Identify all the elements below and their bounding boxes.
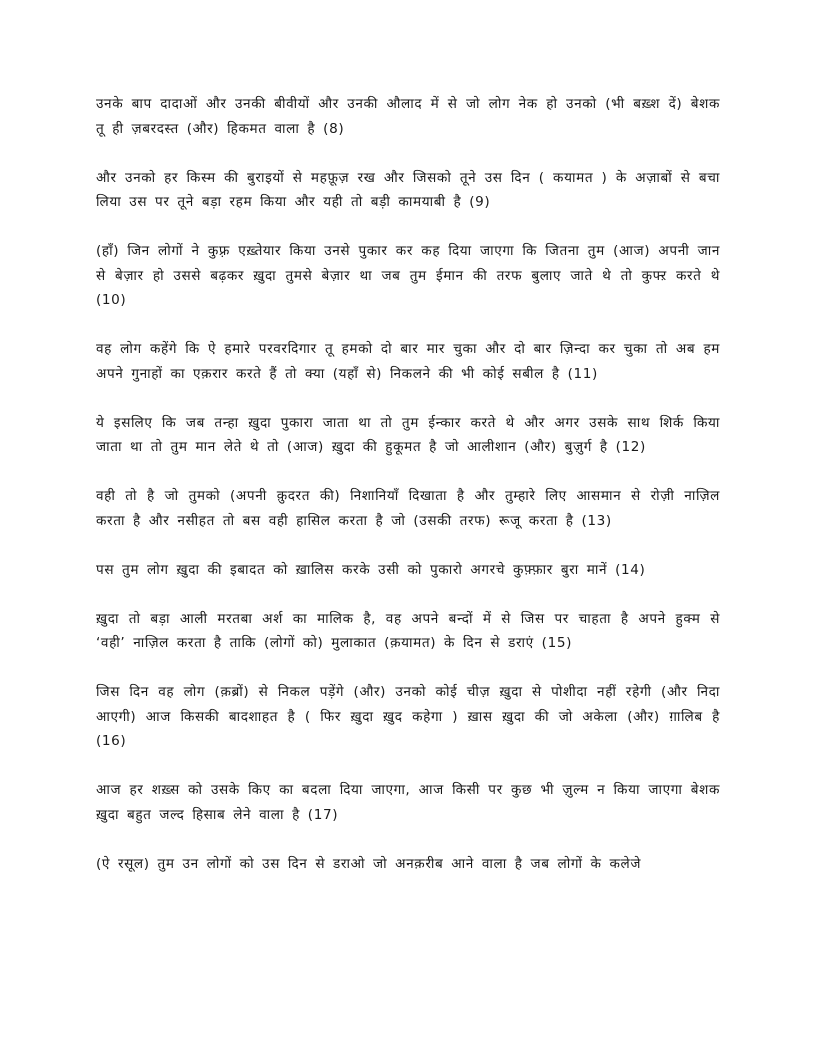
paragraph-verse-11: वह लोग कहेंगे कि ऐ हमारे परवरदिगार तू हमको दो बार मार चुका और दो बार ज़िन्दा कर चुका तो अब हम अपने गुनाहों का एक़रार करते हैं तो क्या (यहाँ से) निकलने की भी कोई सबील है (11): [96, 341, 720, 382]
paragraph-verse-8: उनके बाप दादाओं और उनकी बीवीयों और उनकी औलाद में से जो लोग नेक हो उनको (भी बख़्श दें) बेशक तू ही ज़बरदस्त (और) हिकमत वाला है (8): [96, 96, 720, 137]
paragraph-verse-16: जिस दिन वह लोग (क़ब्रों) से निकल पड़ेंगे (और) उनको कोई चीज़ ख़ुदा से पोशीदा नहीं रहेगी (और निदा आएगी) आज किसकी बादशाहत है ( फिर ख़ुदा ख़ुद कहेगा ) ख़ास ख़ुदा की जो अकेला (और) ग़ालिब है (16): [96, 684, 720, 749]
paragraph-verse-17: आज हर शख़्स को उसके किए का बदला दिया जाएगा, आज किसी पर कुछ भी ज़ुल्म न किया जाएगा बेशक ख़ुदा बहुत जल्द हिसाब लेने वाला है (17): [96, 782, 720, 823]
paragraph-verse-15: ख़ुदा तो बड़ा आली मरतबा अर्श का मालिक है, वह अपने बन्दों में से जिस पर चाहता है अपने हुक्म से ‘वही’ नाज़िल करता है ताकि (लोगों को) मुलाकात (क़यामत) के दिन से डराएं (15): [96, 610, 720, 651]
paragraph-verse-18-partial: (ऐ रसूल) तुम उन लोगों को उस दिन से डराओ जो अनक़रीब आने वाला है जब लोगों के कलेजे: [96, 855, 642, 872]
paragraph-verse-13: वही तो है जो तुमको (अपनी क़ुदरत की) निशानियाँ दिखाता है और तुम्हारे लिए आसमान से रोज़ी नाज़िल करता है और नसीहत तो बस वही हासिल करता है जो (उसकी तरफ) रूजू करता है (13): [96, 488, 720, 529]
paragraph-verse-9: और उनको हर किस्म की बुराइयों से महफ़ूज़ रख और जिसको तूने उस दिन ( कयामत ) के अज़ाबों से बचा लिया उस पर तूने बड़ा रहम किया और यही तो बड़ी कामयाबी है (9): [96, 169, 720, 210]
document-body: [96, 92, 720, 901]
paragraph-verse-12: ये इसलिए कि जब तन्हा ख़ुदा पुकारा जाता था तो तुम ईन्कार करते थे और अगर उसके साथ शिर्क किया जाता था तो तुम मान लेते थे तो (आज) ख़ुदा की हुकूमत है जो आलीशान (और) बुज़ुर्ग है (12): [96, 414, 720, 455]
paragraph-verse-14: पस तुम लोग ख़ुदा की इबादत को ख़ालिस करके उसी को पुकारो अगरचे कुफ़्फ़ार बुरा मानें (14): [96, 561, 646, 578]
paragraph-verse-10: (हाँ) जिन लोगों ने कुफ़्र एख़्तेयार किया उनसे पुकार कर कह दिया जाएगा कि जितना तुम (आज) अपनी जान से बेज़ार हो उससे बढ़कर ख़ुदा तुमसे बेज़ार था जब तुम ईमान की तरफ बुलाए जाते थे तो कुफ्ऱ करते थे (10): [96, 243, 721, 308]
